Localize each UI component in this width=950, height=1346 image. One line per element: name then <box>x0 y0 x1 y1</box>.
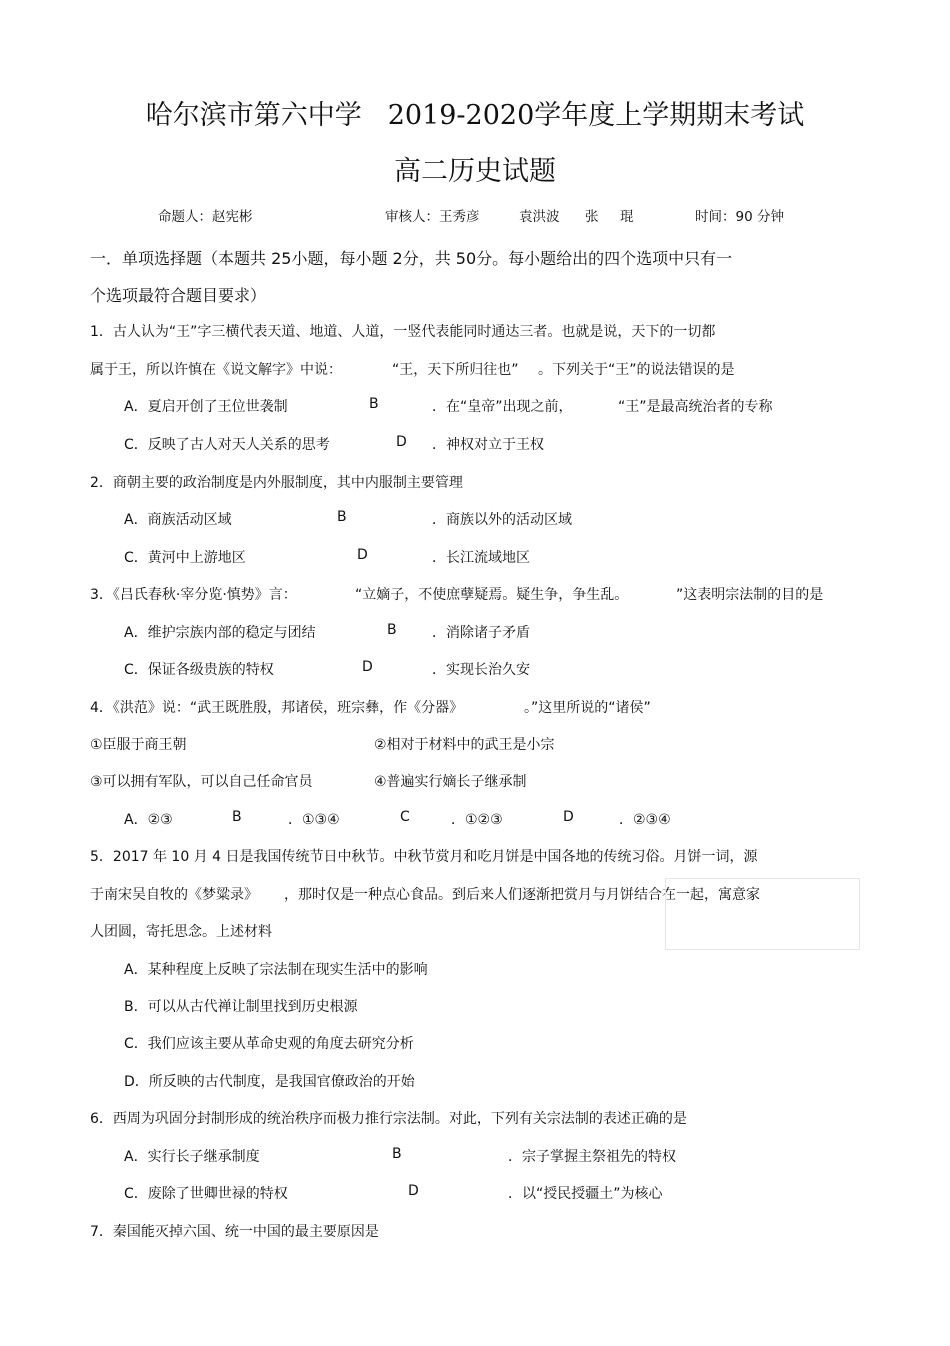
question-3-stem: 3．《吕氏春秋·宰分览·慎势》言： <box>90 587 297 603</box>
q4-statement-3: ③可以拥有军队，可以自己任命官员 <box>90 774 313 790</box>
section-heading: 一．单项选择题（本题共 25小题，每小题 2分，共 50分。每小题给出的四个选项中只有一 <box>90 249 733 268</box>
q3-option-c: C．保证各级贵族的特权 <box>124 662 274 678</box>
exam-year: 2019-2020学年度上学期期末考试 <box>387 100 805 131</box>
q6-option-d-letter: D <box>408 1183 419 1199</box>
q3-option-d-letter: D <box>362 659 373 675</box>
question-1-stem-end: 。下列关于“王”的说法错误的是 <box>538 362 735 378</box>
reviewer-3: 张 <box>585 209 599 225</box>
q2-option-b-letter: B <box>337 509 347 525</box>
q4-option-c-letter: C <box>400 809 410 825</box>
q4-option-a: A．②③ <box>124 812 173 828</box>
exam-title <box>0 93 950 132</box>
q1-option-d-letter: D <box>396 434 407 450</box>
question-5-stem-2b: ，那时仅是一种点心食品。到后来人们逐渐把赏月与月饼结合在一起，寓意家 <box>284 887 760 903</box>
question-3-stem-end: ”这表明宗法制的目的是 <box>676 587 824 603</box>
q4-statement-1: ①臣服于商王朝 <box>90 737 187 753</box>
q4-statement-2: ②相对于材料中的武王是小宗 <box>374 737 555 753</box>
exam-subtitle: 高二历史试题 <box>394 156 556 187</box>
question-4-stem: 4．《洪范》说：“武王既胜殷，邦诸侯，班宗彝，作《分器》 <box>90 700 464 716</box>
q2-option-d-letter: D <box>357 547 368 563</box>
school-name: 哈尔滨市第六中学 <box>145 100 362 131</box>
q4-option-d-letter: D <box>563 809 574 825</box>
q1-option-b-cont: “王”是最高统治者的专称 <box>618 399 773 415</box>
q6-option-b-letter: B <box>392 1146 402 1162</box>
q4-option-d: ．②③④ <box>619 812 671 828</box>
q5-option-d: D．所反映的古代制度，是我国官僚政治的开始 <box>124 1074 415 1090</box>
question-6-stem: 6．西周为巩固分封制形成的统治秩序而极力推行宗法制。对此，下列有关宗法制的表述正确的是 <box>90 1111 687 1127</box>
q5-option-c: C．我们应该主要从革命史观的角度去研究分析 <box>124 1036 414 1052</box>
question-1-quote: “王，天下所归往也” <box>392 362 519 378</box>
q6-option-a: A．实行长子继承制度 <box>124 1149 260 1165</box>
q6-option-b: ．宗子掌握主祭祖先的特权 <box>508 1149 676 1165</box>
q1-option-b-letter: B <box>369 396 379 412</box>
q3-option-d: ．实现长治久安 <box>432 662 530 678</box>
q4-statement-4: ④普遍实行嫡长子继承制 <box>374 774 527 790</box>
question-5-stem-3: 人团圆，寄托思念。上述材料 <box>90 924 272 940</box>
q3-option-a: A．维护宗族内部的稳定与团结 <box>124 625 316 641</box>
reviewer-2: 袁洪波 <box>519 209 560 225</box>
q1-option-a: A．夏启开创了王位世袭制 <box>124 399 288 415</box>
section-heading-cont: 个选项最符合题目要求） <box>90 286 267 305</box>
q2-option-d: ．长江流域地区 <box>432 550 530 566</box>
question-7-stem: 7．秦国能灭掉六国、统一中国的最主要原因是 <box>90 1224 379 1240</box>
q1-option-d: ．神权对立于王权 <box>432 437 544 453</box>
q2-option-b: ．商族以外的活动区域 <box>432 512 572 528</box>
q5-option-b: B．可以从古代禅让制里找到历史根源 <box>124 999 358 1015</box>
q5-option-a: A．某种程度上反映了宗法制在现实生活中的影响 <box>124 962 428 978</box>
q4-option-b-letter: B <box>232 809 242 825</box>
question-1-stem: 1．古人认为“王”字三横代表天道、地道、人道，一竖代表能同时通达三者。也就是说，天下的一切都 <box>90 324 716 340</box>
reviewer: 审核人：王秀彦 <box>385 209 480 225</box>
q4-option-c: ．①②③ <box>451 812 503 828</box>
question-5-stem: 5．2017 年 10 月 4 日是我国传统节日中秋节。中秋节赏月和吃月饼是中国各地的传统习俗。月饼一词，源 <box>90 849 758 865</box>
question-4-stem-end: 。”这里所说的“诸侯” <box>524 700 651 716</box>
q1-option-c: C．反映了古人对天人关系的思考 <box>124 437 330 453</box>
question-5-stem-2: 于南宋吴自牧的《梦粱录》 <box>90 887 258 903</box>
exam-time: 时间：90 分钟 <box>695 209 784 225</box>
q4-option-b: ．①③④ <box>288 812 340 828</box>
q3-option-b-letter: B <box>387 622 397 638</box>
question-1-stem-2: 属于王，所以许慎在《说文解字》中说： <box>90 362 342 378</box>
q2-option-a: A．商族活动区域 <box>124 512 232 528</box>
author: 命题人：赵宪彬 <box>158 209 253 225</box>
question-2-stem: 2．商朝主要的政治制度是内外服制度，其中内服制主要管理 <box>90 475 463 491</box>
reviewer-3b: 琨 <box>620 209 634 225</box>
faded-stamp <box>665 878 860 950</box>
q3-option-b: ．消除诸子矛盾 <box>432 625 530 641</box>
q1-option-b: ．在“皇帝”出现之前， <box>432 399 573 415</box>
q2-option-c: C．黄河中上游地区 <box>124 550 246 566</box>
question-3-quote: “立嫡子，不使庶孽疑焉。疑生争，争生乱。 <box>355 587 629 603</box>
q6-option-c: C．废除了世卿世禄的特权 <box>124 1186 288 1202</box>
q6-option-d: ．以“授民授疆土”为核心 <box>508 1186 663 1202</box>
